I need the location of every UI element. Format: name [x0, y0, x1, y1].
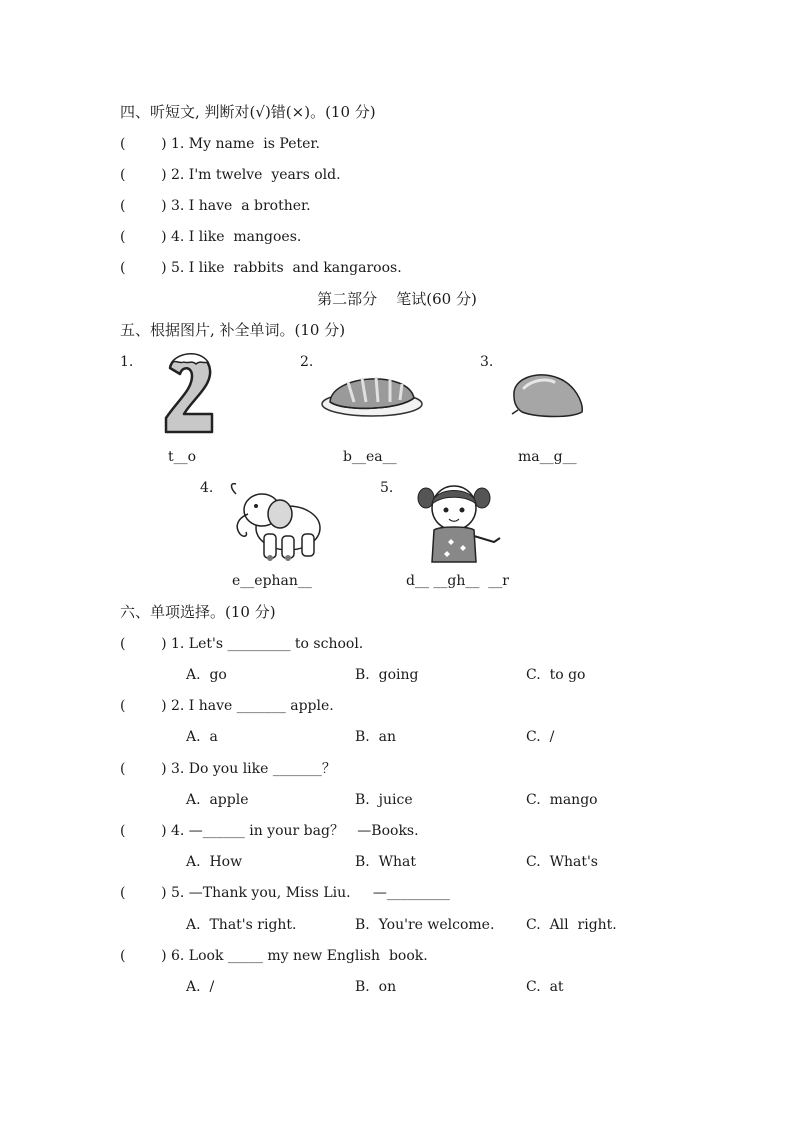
question-3-option-c: C. mango	[526, 792, 598, 808]
question-3-option-b: B. juice	[355, 792, 413, 808]
question-5-option-c: C. All right.	[526, 917, 617, 933]
part1-item-2: ( ) 2. I'm twelve years old.	[120, 167, 341, 183]
part5-hint-5: d__ __gh__ __r	[406, 573, 509, 589]
question-2-option-c: C. /	[526, 729, 555, 745]
question-6-option-c: C. at	[526, 979, 564, 995]
question-1: ( ) 1. Let's _________ to school.	[120, 636, 364, 652]
question-1-option-b: B. going	[355, 667, 419, 683]
question-2-option-b: B. an	[355, 729, 397, 745]
part5-num-3: 3.	[480, 354, 494, 370]
part5-num-2: 2.	[300, 354, 314, 370]
number-two-picture	[160, 348, 220, 438]
question-5: ( ) 5. —Thank you, Miss Liu. —_________	[120, 885, 450, 901]
question-4-option-a: A. How	[186, 854, 243, 870]
mango-picture	[508, 368, 586, 420]
part2-title: 第二部分 笔试(60 分)	[317, 290, 477, 308]
question-5-option-a: A. That's right.	[186, 917, 297, 933]
question-6-option-a: A. /	[186, 979, 215, 995]
part6-heading: 六、单项选择。(10 分)	[120, 603, 276, 621]
part5-hint-4: e__ephan__	[232, 573, 312, 589]
part5-num-1: 1.	[120, 354, 134, 370]
part5-num-5: 5.	[380, 480, 394, 496]
part5-num-4: 4.	[200, 480, 214, 496]
part1-item-5: ( ) 5. I like rabbits and kangaroos.	[120, 260, 402, 276]
part5-heading: 五、根据图片, 补全单词。(10 分)	[120, 321, 346, 339]
question-3-option-a: A. apple	[186, 792, 249, 808]
question-4: ( ) 4. —______ in your bag？ —Books.	[120, 823, 419, 839]
question-6: ( ) 6. Look _____ my new English book.	[120, 948, 428, 964]
question-4-option-c: C. What's	[526, 854, 598, 870]
question-4-option-b: B. What	[355, 854, 417, 870]
question-1-option-a: A. go	[186, 667, 227, 683]
part5-hint-2: b__ea__	[343, 449, 397, 465]
part1-item-3: ( ) 3. I have a brother.	[120, 198, 311, 214]
question-5-option-b: B. You're welcome.	[355, 917, 495, 933]
question-1-option-c: C. to go	[526, 667, 586, 683]
girl-picture	[414, 478, 506, 564]
part1-heading: 四、听短文, 判断对(√)错(×)。(10 分)	[120, 103, 376, 121]
bread-picture	[320, 368, 424, 420]
question-6-option-b: B. on	[355, 979, 397, 995]
part1-item-4: ( ) 4. I like mangoes.	[120, 229, 302, 245]
part5-hint-3: ma__g__	[518, 449, 577, 465]
elephant-picture	[226, 480, 324, 564]
question-2-option-a: A. a	[186, 729, 218, 745]
question-2: ( ) 2. I have _______ apple.	[120, 698, 334, 714]
question-3: ( ) 3. Do you like _______？	[120, 761, 336, 777]
part1-item-1: ( ) 1. My name is Peter.	[120, 136, 321, 152]
part5-hint-1: t__o	[168, 449, 197, 465]
